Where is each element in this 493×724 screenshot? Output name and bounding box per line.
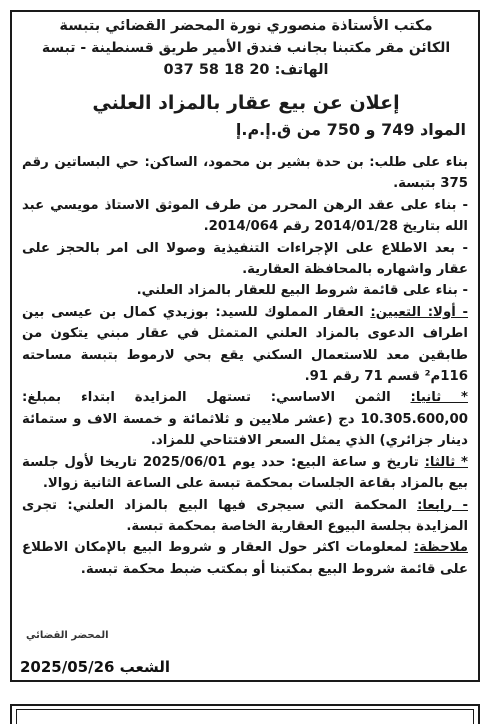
note-heading: ملاحظة: — [413, 540, 468, 556]
paragraph-mortgage: - بناء على عقد الرهن المحرر من طرف الموثق الاستاذ مويسي عبد الله بتاريخ 2014/01/28 رقم 2014/064. — [22, 197, 468, 235]
paragraph-request: بناء على طلب: بن حدة بشير بن محمود، الساكن: حي البساتين رقم 375 بتبسة. — [22, 155, 468, 192]
office-name: مكتب الأستاذة منصوري نورة المحضر القضائي بتبسة — [59, 18, 433, 34]
paragraph-note — [22, 537, 468, 580]
notice-body — [22, 152, 468, 580]
office-address: الكائن مقر مكتبنا بجانب فندق الأمير طريق قسنطينة - تبسة — [41, 40, 451, 56]
note-text: لمعلومات اكثر حول العقار و شروط البيع بالإمكان الاطلاع على قائمة شروط البيع بمكتبنا أو بمكتب ضبط محكمة تبسة. — [22, 540, 468, 577]
auction-notice — [10, 10, 480, 682]
next-notice-inner-border — [16, 709, 474, 724]
court-text: المحكمة التي سيجرى فيها البيع بالمزاد العلني: تجرى المزايدة بجلسة البيوع العقارية الخاصة بمحكمة تبسة. — [22, 497, 468, 534]
paragraph-conditions: - بناء على قائمة شروط البيع للعقار بالمزاد العلني. — [136, 283, 468, 299]
legal-articles: المواد 749 و 750 من ق.إ.م.إ — [235, 120, 466, 139]
paragraph-sale-date — [22, 452, 468, 495]
paragraph-court — [22, 495, 468, 538]
sale-date-heading: * ثالثا: — [424, 454, 468, 470]
base-price-text: الثمن الاساسي: تستهل المزايدة ابتداء بمبلغ: 10.305.600,00 دج (عشر ملايين و ثلاثمائة و خمسة الاف و ستمائة دينار جزائري) الذي يمثل السعر الافتتاحي للمزاد. — [22, 390, 468, 449]
next-notice-border — [10, 704, 480, 724]
base-price-heading: * ثانيا: — [410, 390, 468, 406]
notice-title: إعلان عن بيع عقار بالمزاد العلني — [92, 92, 400, 114]
publication-footer: الشعب 2025/05/26 — [20, 658, 171, 676]
designation-heading: - أولا: التعيين: — [370, 304, 468, 320]
signature-label: المحضر القضائي — [26, 630, 109, 641]
paragraph-designation — [22, 302, 468, 388]
office-phone: الهاتف: 20 18 58 037 — [163, 62, 329, 78]
paragraph-base-price — [22, 387, 468, 451]
sale-date-text: تاريخ و ساعة البيع: حدد يوم 2025/06/01 تاريخا لأول جلسة بيع بالمزاد بقاعة الجلسات بمحكمة تبسة على الساعة الثانية زوالا. — [22, 454, 468, 492]
court-heading: - رابعا: — [417, 497, 468, 513]
designation-text: العقار المملوك للسيد: بوزيدي كمال بن عيسى بين اطراف الدعوى بالمزاد العلني المتمثل في عقار مبني يتكون من طابقين معد للاستعمال السكني يقع بحي لارموط بتبسة مساحته 116م² قسم 71 رقم 91. — [22, 304, 468, 385]
paragraph-procedures: - بعد الاطلاع على الإجراءات التنفيذية وصولا الى امر بالحجز على عقار واشهاره بالمحافظة العقارية. — [22, 240, 468, 278]
